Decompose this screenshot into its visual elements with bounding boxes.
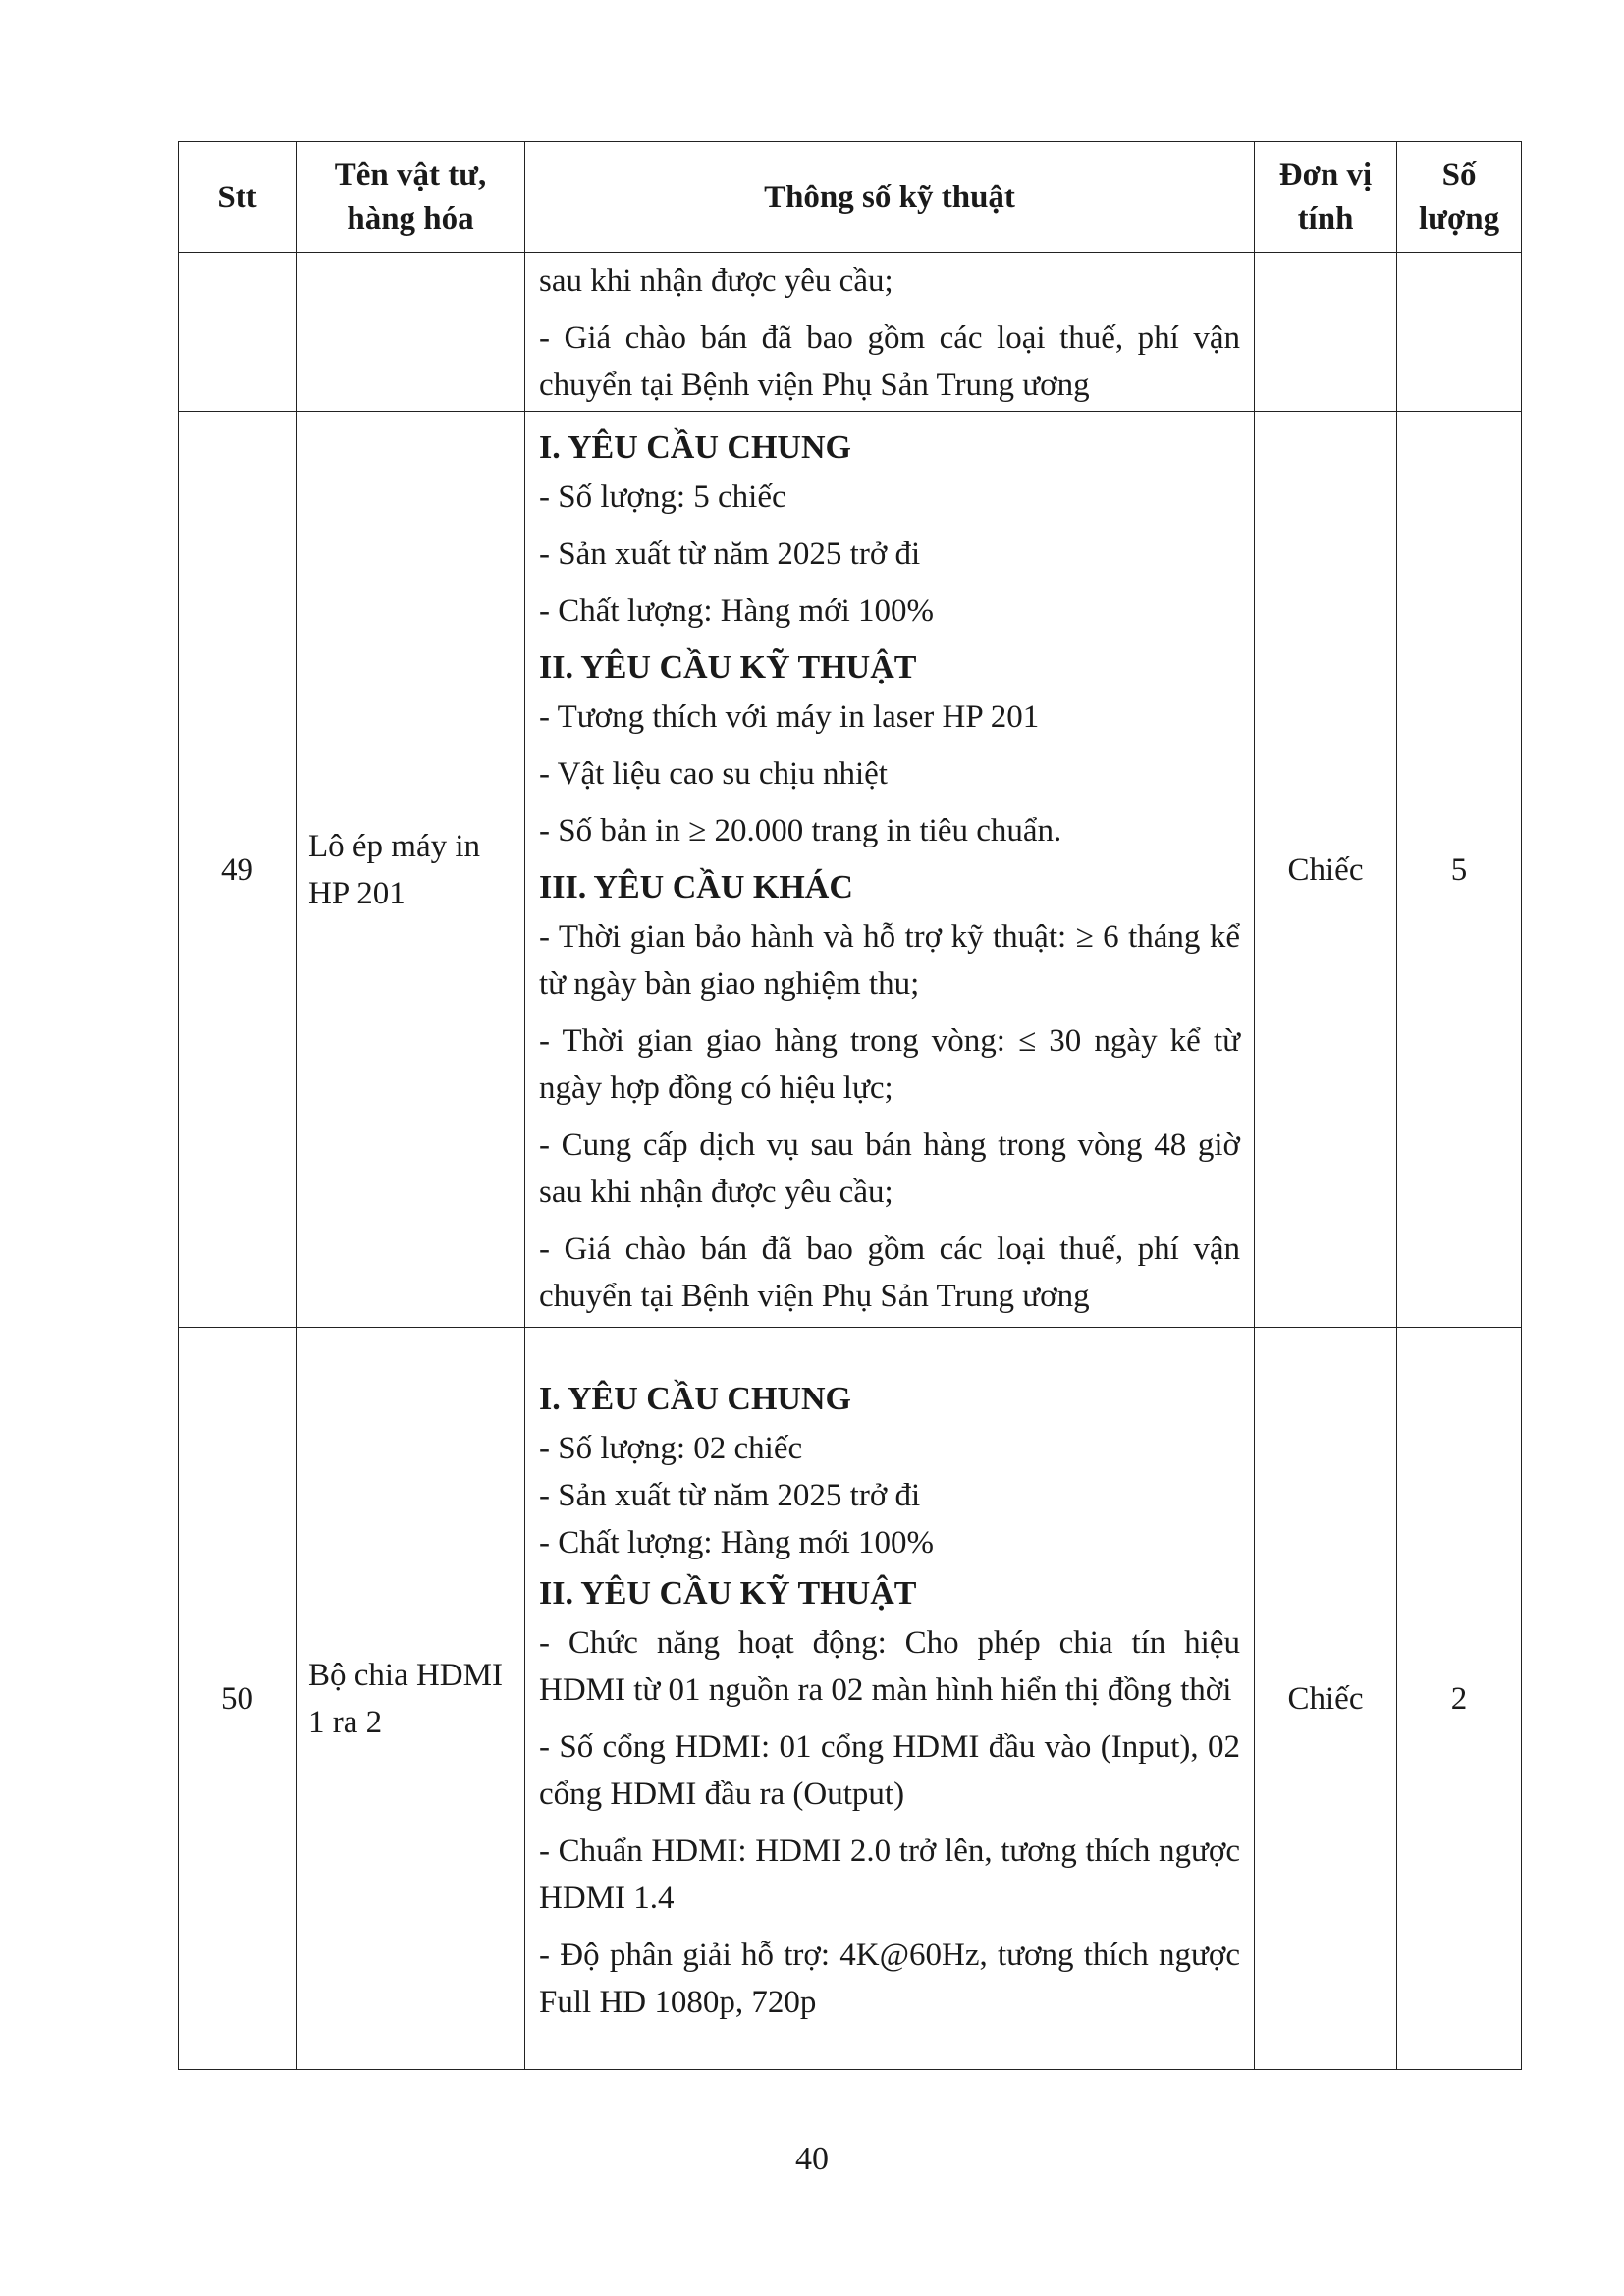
spec-line: - Cung cấp dịch vụ sau bán hàng trong vòng 48 giờ sau khi nhận được yêu cầu; xyxy=(539,1126,1240,1210)
table-row-continuation xyxy=(179,253,1522,412)
table-header-row xyxy=(179,142,1522,253)
spec-line: - Thời gian giao hàng trong vòng: ≤ 30 ngày kể từ ngày hợp đồng có hiệu lực; xyxy=(539,1022,1240,1106)
cell-stt: 49 xyxy=(179,412,297,1328)
cell-unit: Chiếc xyxy=(1255,412,1397,1328)
cell-stt-empty xyxy=(179,253,297,412)
cell-qty: 5 xyxy=(1397,412,1522,1328)
item-name-text: Bộ chia HDMI 1 ra 2 xyxy=(308,1657,503,1740)
spec-heading: I. YÊU CẦU CHUNG xyxy=(539,428,851,465)
table-row xyxy=(179,1328,1522,2070)
cell-unit-empty xyxy=(1255,253,1397,412)
table-row xyxy=(179,412,1522,1328)
spec-line: - Giá chào bán đã bao gồm các loại thuế, phí vận chuyển tại Bệnh viện Phụ Sản Trung ương xyxy=(539,319,1240,403)
spec-line: - Độ phân giải hỗ trợ: 4K@60Hz, tương thích ngược Full HD 1080p, 720p xyxy=(539,1937,1240,2020)
spec-table xyxy=(178,141,1522,2070)
spec-line: - Số bản in ≥ 20.000 trang in tiêu chuẩn. xyxy=(539,812,1062,848)
spec-line: sau khi nhận được yêu cầu; xyxy=(539,262,893,299)
spec-line: - Tương thích với máy in laser HP 201 xyxy=(539,698,1040,735)
header-qty: Số lượng xyxy=(1397,142,1522,253)
page-number: 40 xyxy=(795,2141,829,2177)
header-name: Tên vật tư, hàng hóa xyxy=(297,142,525,253)
cell-spec-continuation xyxy=(525,253,1255,412)
spec-heading: II. YÊU CẦU KỸ THUẬT xyxy=(539,1574,917,1612)
spec-line: - Số lượng: 5 chiếc xyxy=(539,478,786,515)
cell-unit: Chiếc xyxy=(1255,1328,1397,2070)
spec-line: - Sản xuất từ năm 2025 trở đi xyxy=(539,535,921,572)
spec-line: - Số cổng HDMI: 01 cổng HDMI đầu vào (Input), 02 cổng HDMI đầu ra (Output) xyxy=(539,1728,1240,1812)
header-unit: Đơn vị tính xyxy=(1255,142,1397,253)
spec-line: - Chuẩn HDMI: HDMI 2.0 trở lên, tương thích ngược HDMI 1.4 xyxy=(539,1832,1240,1916)
cell-qty: 2 xyxy=(1397,1328,1522,2070)
spec-line: - Số lượng: 02 chiếc xyxy=(539,1430,803,1466)
spec-heading: II. YÊU CẦU KỸ THUẬT xyxy=(539,648,917,685)
cell-spec xyxy=(525,1328,1255,2070)
spec-line: - Sản xuất từ năm 2025 trở đi xyxy=(539,1477,921,1513)
spec-line: - Giá chào bán đã bao gồm các loại thuế, phí vận chuyển tại Bệnh viện Phụ Sản Trung ương xyxy=(539,1230,1240,1314)
item-name-text: Lô ép máy in HP 201 xyxy=(308,828,481,911)
cell-item-name xyxy=(297,412,525,1328)
header-stt: Stt xyxy=(179,142,297,253)
cell-name-empty xyxy=(297,253,525,412)
spec-heading: I. YÊU CẦU CHUNG xyxy=(539,1380,851,1417)
spec-line: - Thời gian bảo hành và hỗ trợ kỹ thuật: ≥ 6 tháng kể từ ngày bàn giao nghiệm thu; xyxy=(539,918,1240,1002)
cell-qty-empty xyxy=(1397,253,1522,412)
spec-heading: III. YÊU CẦU KHÁC xyxy=(539,868,853,905)
spec-line: - Chất lượng: Hàng mới 100% xyxy=(539,592,934,629)
header-spec: Thông số kỹ thuật xyxy=(525,142,1255,253)
spec-line: - Chức năng hoạt động: Cho phép chia tín hiệu HDMI từ 01 nguồn ra 02 màn hình hiển thị đồng thời xyxy=(539,1624,1240,1708)
cell-stt: 50 xyxy=(179,1328,297,2070)
spec-line: - Chất lượng: Hàng mới 100% xyxy=(539,1524,934,1560)
cell-item-name xyxy=(297,1328,525,2070)
cell-spec xyxy=(525,412,1255,1328)
spec-line: - Vật liệu cao su chịu nhiệt xyxy=(539,755,888,792)
